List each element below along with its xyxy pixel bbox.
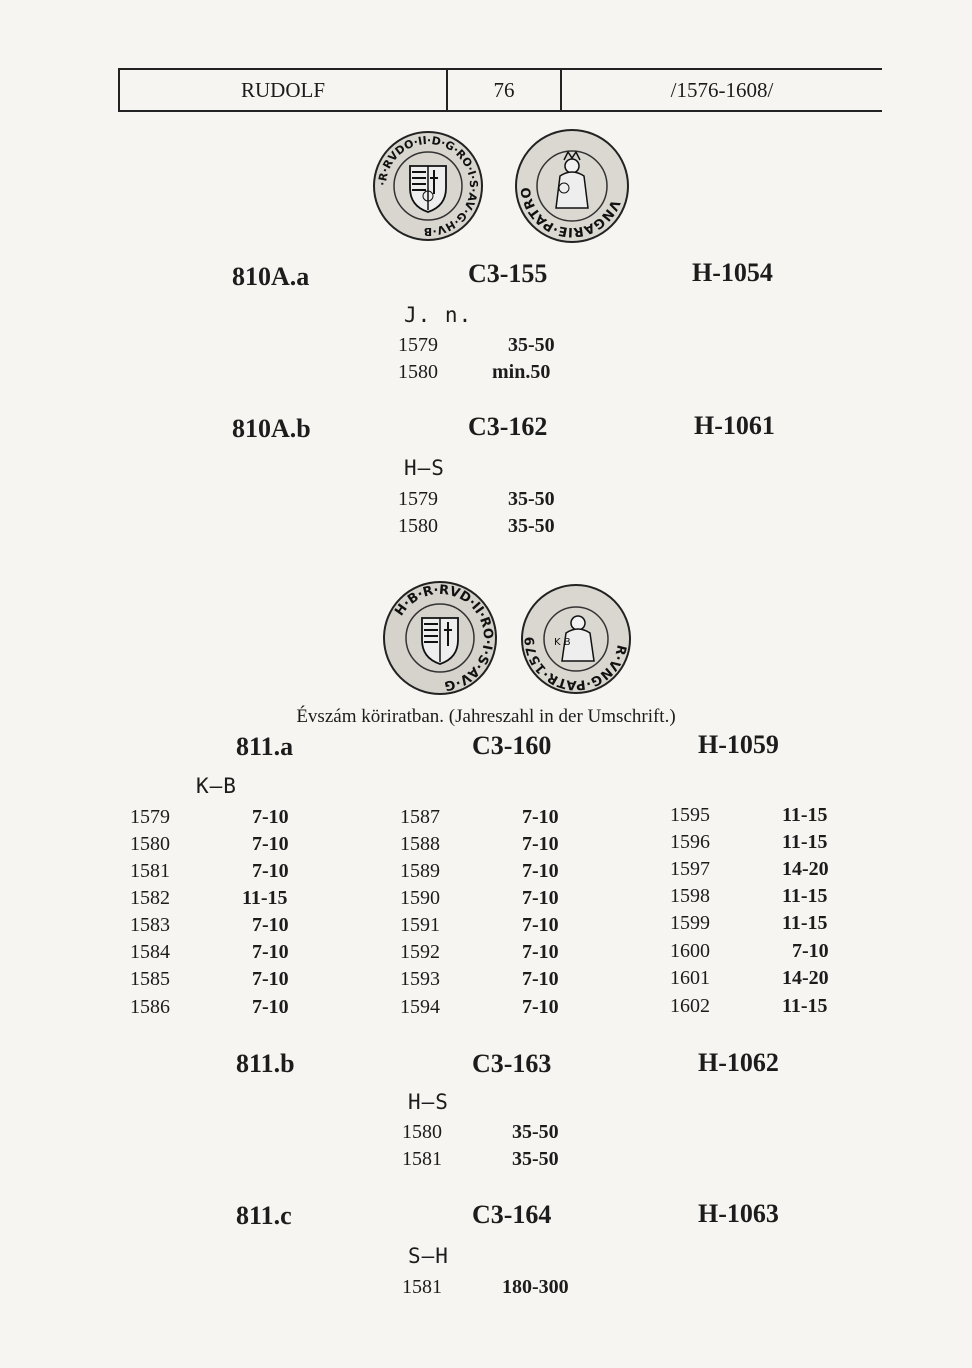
price: 7-10: [522, 996, 559, 1018]
year: 1583: [130, 914, 170, 936]
mint-mark: J. n.: [404, 303, 473, 327]
year: 1601: [670, 967, 710, 989]
price: 11-15: [242, 887, 288, 909]
year: 1594: [400, 996, 440, 1018]
h-reference: H-1061: [694, 411, 775, 440]
year: 1581: [130, 860, 170, 882]
price: 7-10: [522, 887, 559, 909]
price: 14-20: [782, 858, 829, 880]
year: 1580: [398, 515, 438, 537]
header-page-number: 76: [448, 70, 562, 110]
year: 1596: [670, 831, 710, 853]
price: 7-10: [522, 941, 559, 963]
catalog-number: 811.a: [236, 732, 294, 761]
price: 35-50: [508, 334, 555, 356]
header-ruler: RUDOLF: [120, 70, 448, 110]
c3-reference: C3-162: [468, 412, 548, 441]
price: 7-10: [522, 833, 559, 855]
year: 1600: [670, 940, 710, 962]
price: 7-10: [252, 806, 289, 828]
coin-obverse-icon: [372, 130, 484, 242]
price: 7-10: [522, 914, 559, 936]
year: 1589: [400, 860, 440, 882]
coin-obverse-icon: [382, 580, 498, 696]
page-header: [118, 68, 882, 112]
coin-2-obverse: [382, 580, 498, 696]
price: 7-10: [252, 860, 289, 882]
price: 7-10: [252, 833, 289, 855]
year-in-legend-caption: Évszám köriratban. (Jahreszahl in der Umschrift.): [296, 706, 676, 727]
header-reign: /1576-1608/: [670, 77, 774, 102]
price: 7-10: [252, 968, 289, 990]
price: 35-50: [508, 488, 555, 510]
year: 1585: [130, 968, 170, 990]
year: 1580: [130, 833, 170, 855]
coin-reverse-icon: [520, 583, 632, 695]
price: 14-20: [782, 967, 829, 989]
svg-text:H·B·R·RVD·II·RO·I·S·AV·G: H·B·R·RVD·II·RO·I·S·AV·G: [392, 582, 496, 693]
price: 11-15: [782, 885, 828, 907]
catalog-number: 810A.b: [232, 414, 311, 443]
c3-reference: C3-163: [472, 1049, 552, 1078]
year: 1599: [670, 912, 710, 934]
coin-1-obverse: [372, 130, 484, 242]
year: 1581: [402, 1148, 442, 1170]
year: 1579: [130, 806, 170, 828]
coin-reverse-icon: [514, 128, 630, 244]
price: 7-10: [522, 968, 559, 990]
year: 1584: [130, 941, 170, 963]
year: 1586: [130, 996, 170, 1018]
c3-reference: C3-155: [468, 259, 548, 288]
year: 1591: [400, 914, 440, 936]
price: 7-10: [792, 940, 829, 962]
price: 35-50: [512, 1121, 559, 1143]
price: 35-50: [512, 1148, 559, 1170]
year: 1582: [130, 887, 170, 909]
price: 7-10: [252, 941, 289, 963]
price: 7-10: [252, 996, 289, 1018]
catalog-number: 811.c: [236, 1201, 292, 1230]
price: 7-10: [252, 914, 289, 936]
year: 1579: [398, 334, 438, 356]
year: 1588: [400, 833, 440, 855]
h-reference: H-1054: [692, 258, 773, 287]
mint-mark: K—B: [196, 774, 237, 798]
h-reference: H-1059: [698, 730, 779, 759]
price: 11-15: [782, 912, 828, 934]
catalog-number: 810A.a: [232, 262, 310, 291]
svg-text:·R·RVDO·II·D·G·RO·I·S·AV·G·HV·: ·R·RVDO·II·D·G·RO·I·S·AV·G·HV·B: [375, 133, 481, 239]
price: 180-300: [502, 1276, 569, 1298]
year: 1580: [402, 1121, 442, 1143]
h-reference: H-1063: [698, 1199, 779, 1228]
svg-text:R·VNG·PATR·1579: R·VNG·PATR·1579: [522, 636, 629, 693]
price: 11-15: [782, 995, 828, 1017]
mint-mark: H—S: [408, 1090, 449, 1114]
svg-text:VNGARIE·PATRONA: VNGARIE·PATRO: [518, 186, 623, 240]
mint-mark: S—H: [408, 1244, 449, 1268]
catalog-number: 811.b: [236, 1049, 295, 1078]
year: 1598: [670, 885, 710, 907]
year: 1602: [670, 995, 710, 1017]
year: 1587: [400, 806, 440, 828]
year: 1590: [400, 887, 440, 909]
price: 7-10: [522, 860, 559, 882]
year: 1597: [670, 858, 710, 880]
year: 1581: [402, 1276, 442, 1298]
price: min.50: [492, 361, 551, 383]
year: 1579: [398, 488, 438, 510]
year: 1580: [398, 361, 438, 383]
h-reference: H-1062: [698, 1048, 779, 1077]
coin-1-reverse: [514, 128, 630, 244]
price: 7-10: [522, 806, 559, 828]
coin-2-reverse: [520, 583, 632, 695]
year: 1595: [670, 804, 710, 826]
price: 11-15: [782, 804, 828, 826]
svg-text:K B: K B: [554, 637, 571, 648]
year: 1592: [400, 941, 440, 963]
mint-mark: H—S: [404, 456, 445, 480]
c3-reference: C3-160: [472, 731, 552, 760]
price: 35-50: [508, 515, 555, 537]
price: 11-15: [782, 831, 828, 853]
c3-reference: C3-164: [472, 1200, 552, 1229]
year: 1593: [400, 968, 440, 990]
